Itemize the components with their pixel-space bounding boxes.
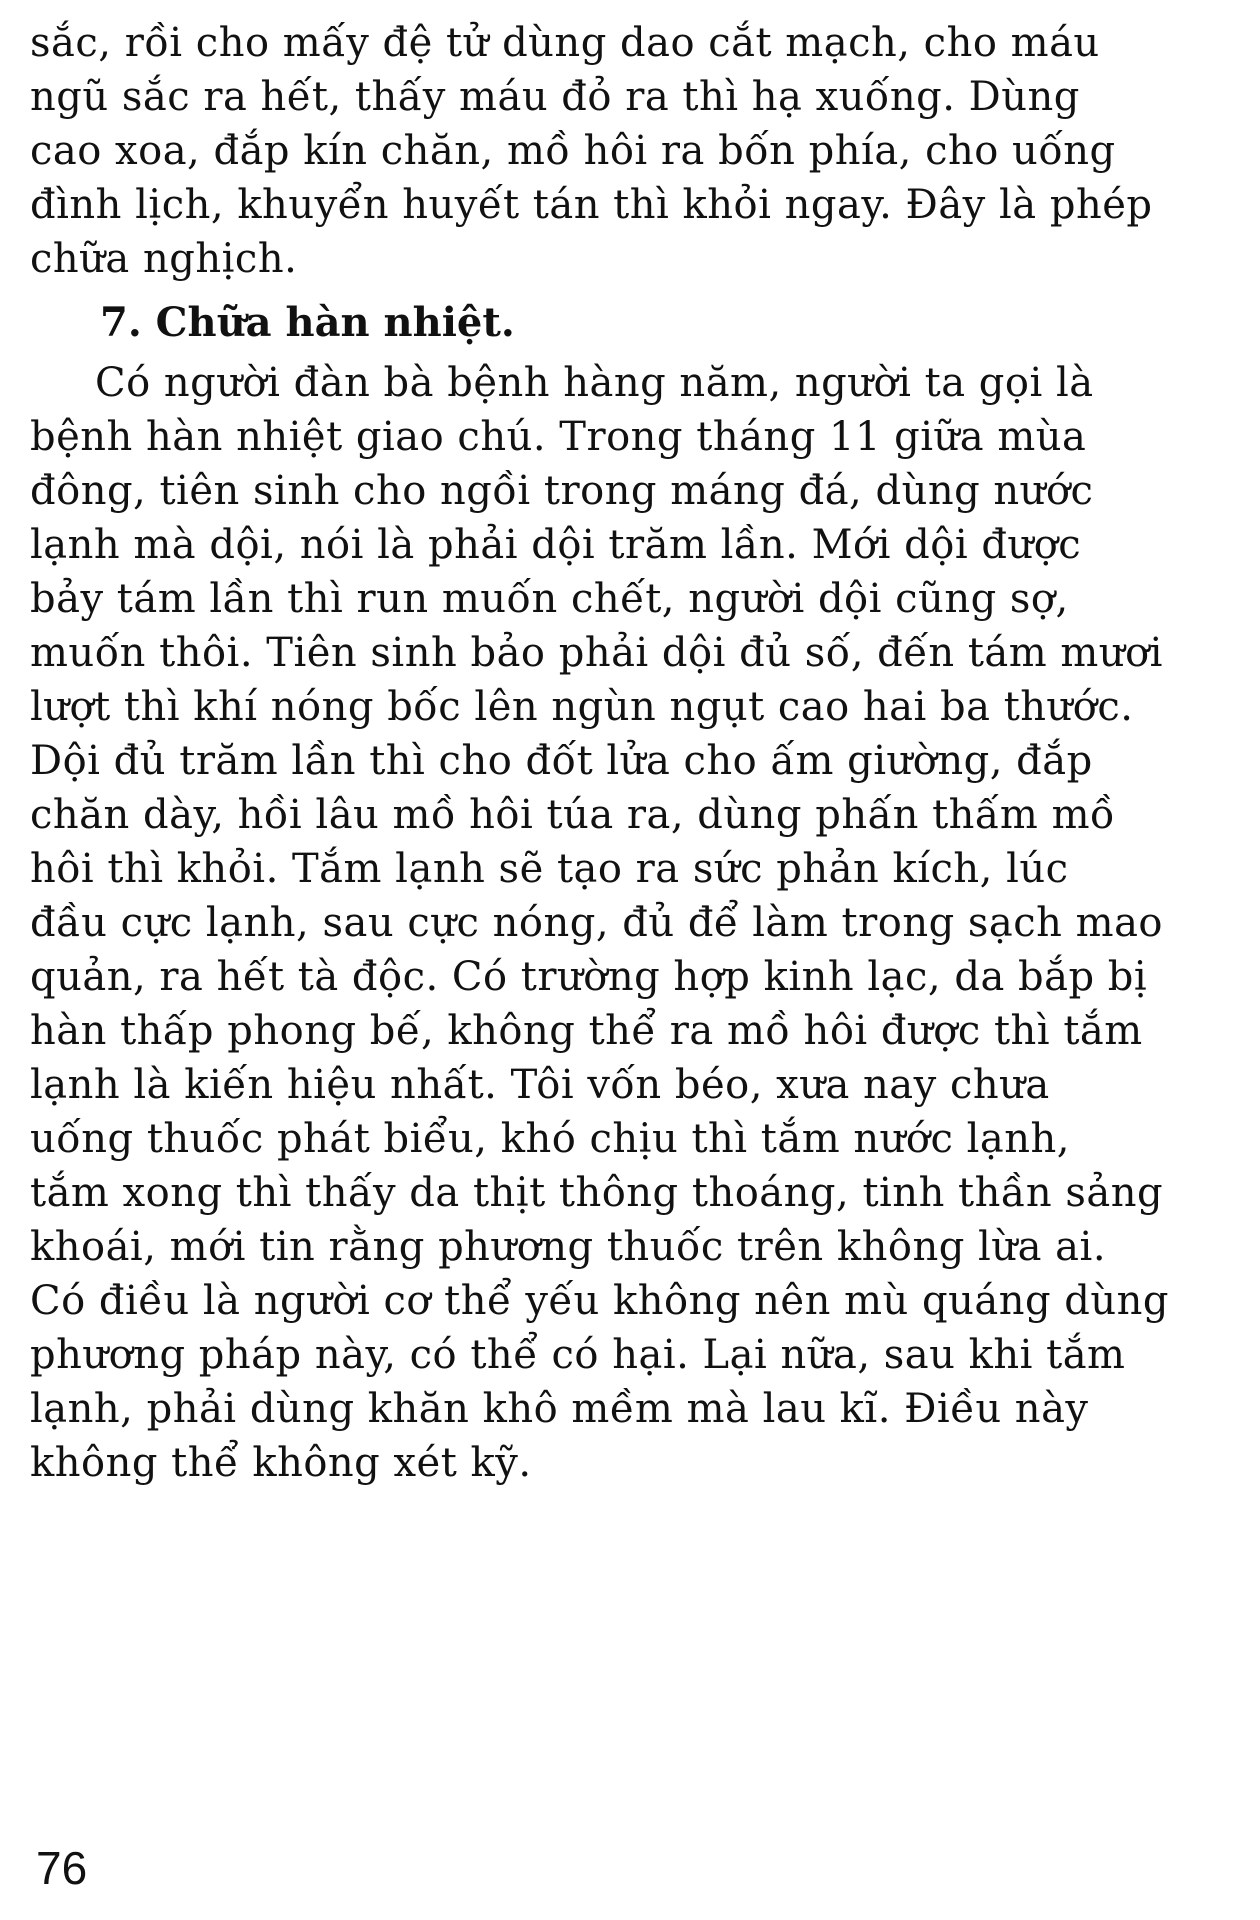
text-line: chữa nghịch. xyxy=(30,236,298,282)
text-line: ngũ sắc ra hết, thấy máu đỏ ra thì hạ xuống. Dùng xyxy=(30,74,1080,120)
text-line: khoái, mới tin rằng phương thuốc trên không lừa ai. xyxy=(30,1224,1107,1270)
text-line: đình lịch, khuyển huyết tán thì khỏi ngay. Đây là phép xyxy=(30,182,1153,228)
text-line: lạnh, phải dùng khăn khô mềm mà lau kĩ. Điều này xyxy=(30,1386,1089,1432)
text-line: chăn dày, hồi lâu mồ hôi túa ra, dùng phấn thấm mồ xyxy=(30,792,1115,838)
text-line: hàn thấp phong bế, không thể ra mồ hôi được thì tắm xyxy=(30,1008,1143,1054)
text-line: cao xoa, đắp kín chăn, mồ hôi ra bốn phía, cho uống xyxy=(30,128,1116,174)
text-line: Dội đủ trăm lần thì cho đốt lửa cho ấm giường, đắp xyxy=(30,738,1093,784)
text-line: đông, tiên sinh cho ngồi trong máng đá, dùng nước xyxy=(30,468,1094,514)
text-line: sắc, rồi cho mấy đệ tử dùng dao cắt mạch, cho máu xyxy=(30,20,1100,66)
text-line: bảy tám lần thì run muốn chết, người dội cũng sợ, xyxy=(30,576,1069,622)
text-line: Có người đàn bà bệnh hàng năm, người ta gọi là xyxy=(95,360,1094,406)
text-line: phương pháp này, có thể có hại. Lại nữa, sau khi tắm xyxy=(30,1332,1126,1378)
text-line: quản, ra hết tà độc. Có trường hợp kinh lạc, da bắp bị xyxy=(30,954,1148,1000)
text-line: lạnh là kiến hiệu nhất. Tôi vốn béo, xưa nay chưa xyxy=(30,1062,1050,1108)
text-line: hôi thì khỏi. Tắm lạnh sẽ tạo ra sức phản kích, lúc xyxy=(30,846,1069,892)
section-heading: 7. Chữa hàn nhiệt. xyxy=(100,299,515,346)
page-number: 76 xyxy=(36,1842,88,1894)
text-line: bệnh hàn nhiệt giao chú. Trong tháng 11 giữa mùa xyxy=(30,414,1087,460)
text-line: Có điều là người cơ thể yếu không nên mù quáng dùng xyxy=(30,1278,1170,1324)
text-line: không thể không xét kỹ. xyxy=(30,1440,532,1486)
text-line: đầu cực lạnh, sau cực nóng, đủ để làm trong sạch mao xyxy=(30,900,1164,946)
text-line: muốn thôi. Tiên sinh bảo phải dội đủ số, đến tám mươi xyxy=(30,630,1163,676)
text-line: tắm xong thì thấy da thịt thông thoáng, tinh thần sảng xyxy=(30,1170,1164,1216)
text-line: lượt thì khí nóng bốc lên ngùn ngụt cao hai ba thước. xyxy=(30,684,1134,730)
text-line: lạnh mà dội, nói là phải dội trăm lần. Mới dội được xyxy=(30,522,1082,568)
text-line: uống thuốc phát biểu, khó chịu thì tắm nước lạnh, xyxy=(30,1116,1070,1162)
